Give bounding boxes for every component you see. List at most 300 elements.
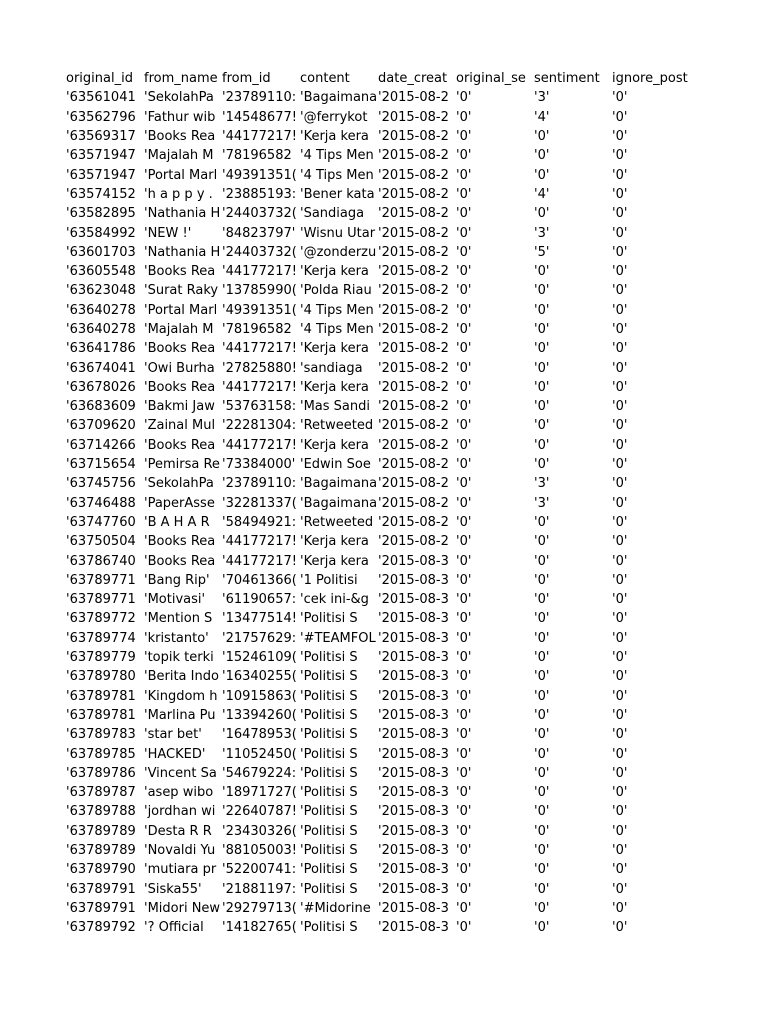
- cell-from-id: '11052450(: [222, 746, 297, 762]
- cell-date-created: '2015-08-2: [378, 302, 449, 318]
- cell-sentiment: '0': [534, 688, 550, 704]
- cell-sentiment: '0': [534, 514, 550, 530]
- cell-content: '#TEAMFOL: [300, 630, 376, 646]
- cell-ignore-post: '0': [612, 148, 628, 164]
- table-body: [66, 88, 690, 937]
- cell-ignore-post: '0': [612, 399, 628, 415]
- cell-date-created: '2015-08-2: [378, 534, 449, 550]
- cell-date-created: '2015-08-2: [378, 129, 449, 145]
- table-row: [66, 243, 690, 262]
- cell-original-id: '63789789: [66, 843, 136, 859]
- cell-ignore-post: '0': [612, 206, 628, 222]
- cell-original-id: '63789780: [66, 669, 136, 685]
- cell-sentiment: '3': [534, 90, 550, 106]
- cell-ignore-post: '0': [612, 611, 628, 627]
- cell-content: '1 Politisi: [300, 572, 358, 588]
- cell-original-id: '63562796: [66, 109, 136, 125]
- cell-sentiment: '0': [534, 341, 550, 357]
- cell-content: 'Bagaimana: [300, 90, 378, 106]
- cell-from-name: 'Books Rea: [144, 379, 216, 395]
- cell-ignore-post: '0': [612, 688, 628, 704]
- cell-date-created: '2015-08-3: [378, 592, 449, 608]
- table-row: [66, 455, 690, 474]
- cell-date-created: '2015-08-2: [378, 457, 449, 473]
- cell-date-created: '2015-08-2: [378, 476, 449, 492]
- cell-from-id: '10915863(: [222, 688, 297, 704]
- cell-ignore-post: '0': [612, 90, 628, 106]
- cell-original-id: '63789791: [66, 881, 136, 897]
- cell-sentiment: '0': [534, 920, 550, 936]
- cell-sentiment: '3': [534, 495, 550, 511]
- cell-ignore-post: '0': [612, 457, 628, 473]
- cell-ignore-post: '0': [612, 650, 628, 666]
- cell-ignore-post: '0': [612, 360, 628, 376]
- cell-date-created: '2015-08-2: [378, 379, 449, 395]
- cell-original-id: '63789786: [66, 765, 136, 781]
- cell-original-id: '63571947: [66, 148, 136, 164]
- cell-sentiment: '0': [534, 302, 550, 318]
- cell-date-created: '2015-08-2: [378, 264, 449, 280]
- cell-date-created: '2015-08-3: [378, 707, 449, 723]
- cell-date-created: '2015-08-2: [378, 167, 449, 183]
- cell-content: 'Bagaimana: [300, 495, 378, 511]
- table-row: [66, 532, 690, 551]
- table-row: [66, 358, 690, 377]
- cell-original-sentiment: '0': [456, 418, 472, 434]
- cell-from-id: '13394260(: [222, 707, 297, 723]
- cell-from-name: 'Nathania H: [144, 206, 221, 222]
- cell-content: '4 Tips Men: [300, 148, 374, 164]
- cell-from-name: 'NEW !': [144, 225, 192, 241]
- cell-original-id: '63715654: [66, 457, 136, 473]
- cell-date-created: '2015-08-2: [378, 109, 449, 125]
- cell-original-id: '63714266: [66, 437, 136, 453]
- cell-content: 'Kerja kera: [300, 437, 369, 453]
- cell-date-created: '2015-08-3: [378, 688, 449, 704]
- cell-date-created: '2015-08-2: [378, 244, 449, 260]
- cell-content: 'Kerja kera: [300, 129, 369, 145]
- table-row: [66, 667, 690, 686]
- cell-date-created: '2015-08-2: [378, 418, 449, 434]
- cell-from-name: 'Motivasi': [144, 592, 206, 608]
- cell-from-name: 'Books Rea: [144, 129, 216, 145]
- cell-from-id: '14548677!: [222, 109, 297, 125]
- cell-original-sentiment: '0': [456, 495, 472, 511]
- cell-date-created: '2015-08-2: [378, 206, 449, 222]
- cell-date-created: '2015-08-2: [378, 437, 449, 453]
- cell-ignore-post: '0': [612, 476, 628, 492]
- cell-from-name: 'Portal Marl: [144, 167, 218, 183]
- cell-original-id: '63789791: [66, 900, 136, 916]
- cell-original-id: '63623048: [66, 283, 136, 299]
- cell-original-id: '63582895: [66, 206, 136, 222]
- cell-date-created: '2015-08-3: [378, 611, 449, 627]
- cell-original-id: '63789771: [66, 592, 136, 608]
- cell-original-id: '63789774: [66, 630, 136, 646]
- cell-date-created: '2015-08-3: [378, 862, 449, 878]
- cell-date-created: '2015-08-3: [378, 765, 449, 781]
- cell-from-id: '29279713(: [222, 900, 297, 916]
- cell-original-sentiment: '0': [456, 688, 472, 704]
- cell-date-created: '2015-08-3: [378, 900, 449, 916]
- cell-from-id: '13785990(: [222, 283, 297, 299]
- cell-original-id: '63574152: [66, 186, 136, 202]
- cell-date-created: '2015-08-2: [378, 283, 449, 299]
- table-row: [66, 88, 690, 107]
- cell-content: 'Politisi S: [300, 727, 358, 743]
- cell-content: 'Mas Sandi: [300, 399, 370, 415]
- cell-original-id: '63641786: [66, 341, 136, 357]
- cell-from-id: '54679224:: [222, 765, 297, 781]
- cell-ignore-post: '0': [612, 823, 628, 839]
- cell-original-id: '63789789: [66, 823, 136, 839]
- cell-sentiment: '0': [534, 457, 550, 473]
- cell-ignore-post: '0': [612, 225, 628, 241]
- cell-content: 'Politisi S: [300, 765, 358, 781]
- cell-sentiment: '0': [534, 437, 550, 453]
- column-header-from-id: from_id: [222, 71, 271, 87]
- cell-from-name: 'mutiara pr: [144, 862, 217, 878]
- cell-from-name: 'Novaldi Yu: [144, 843, 216, 859]
- cell-content: '#Midorine: [300, 900, 371, 916]
- cell-original-sentiment: '0': [456, 206, 472, 222]
- cell-from-id: '53763158:: [222, 399, 297, 415]
- cell-from-name: 'Books Rea: [144, 534, 216, 550]
- table-row: [66, 860, 690, 879]
- cell-original-id: '63789785: [66, 746, 136, 762]
- cell-content: '4 Tips Men: [300, 167, 374, 183]
- table-row: [66, 513, 690, 532]
- cell-original-id: '63601703: [66, 244, 136, 260]
- cell-from-id: '14182765(: [222, 920, 297, 936]
- cell-original-sentiment: '0': [456, 553, 472, 569]
- cell-content: 'Politisi S: [300, 862, 358, 878]
- cell-original-id: '63678026: [66, 379, 136, 395]
- cell-ignore-post: '0': [612, 785, 628, 801]
- cell-original-id: '63640278: [66, 322, 136, 337]
- cell-sentiment: '0': [534, 572, 550, 588]
- cell-original-sentiment: '0': [456, 727, 472, 743]
- cell-original-sentiment: '0': [456, 900, 472, 916]
- cell-original-sentiment: '0': [456, 109, 472, 125]
- cell-original-sentiment: '0': [456, 514, 472, 530]
- cell-from-name: 'Books Rea: [144, 553, 216, 569]
- cell-original-sentiment: '0': [456, 823, 472, 839]
- cell-content: 'cek ini-&g: [300, 592, 369, 608]
- cell-original-id: '63789790: [66, 862, 136, 878]
- cell-from-id: '78196582: [222, 148, 292, 164]
- cell-original-id: '63789771: [66, 572, 136, 588]
- cell-ignore-post: '0': [612, 804, 628, 820]
- cell-from-name: 'B A H A R: [144, 514, 210, 530]
- cell-date-created: '2015-08-2: [378, 225, 449, 241]
- cell-date-created: '2015-08-3: [378, 823, 449, 839]
- cell-original-id: '63789792: [66, 920, 136, 936]
- cell-original-id: '63605548: [66, 264, 136, 280]
- cell-sentiment: '0': [534, 785, 550, 801]
- cell-sentiment: '0': [534, 592, 550, 608]
- cell-content: 'Wisnu Utar: [300, 225, 376, 241]
- cell-original-id: '63789787: [66, 785, 136, 801]
- cell-ignore-post: '0': [612, 167, 628, 183]
- cell-from-id: '44177217!: [222, 437, 297, 453]
- column-header-original-sentiment: original_se: [456, 71, 526, 87]
- table-row: [66, 320, 690, 339]
- cell-from-id: '44177217!: [222, 553, 297, 569]
- cell-original-id: '63789781: [66, 688, 136, 704]
- cell-from-name: 'PaperAsse: [144, 495, 215, 511]
- cell-from-id: '21757629:: [222, 630, 297, 646]
- cell-from-id: '24403732(: [222, 206, 297, 222]
- cell-sentiment: '0': [534, 669, 550, 685]
- table-row: [66, 783, 690, 802]
- table-row: [66, 436, 690, 455]
- cell-from-id: '13477514!: [222, 611, 297, 627]
- cell-original-sentiment: '0': [456, 630, 472, 646]
- column-header-ignore-post: ignore_post: [612, 71, 688, 87]
- cell-original-sentiment: '0': [456, 765, 472, 781]
- cell-original-id: '63683609: [66, 399, 136, 415]
- cell-from-id: '84823797': [222, 225, 296, 241]
- cell-from-id: '22281304:: [222, 418, 297, 434]
- cell-content: 'Retweeted: [300, 418, 374, 434]
- cell-ignore-post: '0': [612, 669, 628, 685]
- cell-date-created: '2015-08-3: [378, 843, 449, 859]
- cell-from-id: '23885193:: [222, 186, 297, 202]
- table-row: [66, 725, 690, 744]
- table-row: [66, 281, 690, 300]
- cell-original-sentiment: '0': [456, 650, 472, 666]
- cell-original-sentiment: '0': [456, 457, 472, 473]
- cell-sentiment: '0': [534, 418, 550, 434]
- cell-date-created: '2015-08-3: [378, 881, 449, 897]
- cell-ignore-post: '0': [612, 630, 628, 646]
- cell-ignore-post: '0': [612, 553, 628, 569]
- cell-from-name: 'Pemirsa Re: [144, 457, 220, 473]
- column-header-original-id: original_id: [66, 71, 133, 87]
- cell-date-created: '2015-08-3: [378, 650, 449, 666]
- cell-content: 'sandiaga: [300, 360, 363, 376]
- cell-original-sentiment: '0': [456, 360, 472, 376]
- cell-original-id: '63747760: [66, 514, 136, 530]
- cell-sentiment: '0': [534, 360, 550, 376]
- cell-sentiment: '0': [534, 823, 550, 839]
- cell-ignore-post: '0': [612, 572, 628, 588]
- cell-sentiment: '0': [534, 264, 550, 280]
- cell-original-id: '63640278: [66, 302, 136, 318]
- table-row: [66, 764, 690, 783]
- cell-from-name: 'Books Rea: [144, 437, 216, 453]
- cell-original-sentiment: '0': [456, 476, 472, 492]
- cell-from-name: 'Majalah M: [144, 148, 214, 164]
- cell-content: 'Politisi S: [300, 785, 358, 801]
- cell-from-id: '61190657:: [222, 592, 297, 608]
- table-row: [66, 629, 690, 648]
- cell-from-id: '58494921:: [222, 514, 297, 530]
- table-row: [66, 841, 690, 860]
- cell-sentiment: '0': [534, 129, 550, 145]
- cell-from-name: 'SekolahPa: [144, 476, 214, 492]
- cell-content: 'Polda Riau: [300, 283, 372, 299]
- cell-ignore-post: '0': [612, 341, 628, 357]
- cell-sentiment: '0': [534, 881, 550, 897]
- table-row: [66, 609, 690, 628]
- cell-sentiment: '0': [534, 843, 550, 859]
- cell-from-name: 'topik terki: [144, 650, 214, 666]
- cell-original-id: '63745756: [66, 476, 136, 492]
- cell-sentiment: '0': [534, 804, 550, 820]
- cell-content: 'Kerja kera: [300, 379, 369, 395]
- table-row: [66, 551, 690, 570]
- cell-sentiment: '0': [534, 630, 550, 646]
- cell-date-created: '2015-08-3: [378, 553, 449, 569]
- cell-date-created: '2015-08-2: [378, 399, 449, 415]
- cell-ignore-post: '0': [612, 418, 628, 434]
- cell-original-id: '63569317: [66, 129, 136, 145]
- table-row: [66, 146, 690, 165]
- cell-sentiment: '4': [534, 186, 550, 202]
- cell-original-sentiment: '0': [456, 920, 472, 936]
- cell-from-name: 'Fathur wib: [144, 109, 216, 125]
- cell-original-id: '63786740: [66, 553, 136, 569]
- cell-content: '4 Tips Men: [300, 302, 374, 318]
- table-row: [66, 590, 690, 609]
- column-header-from-name: from_name: [144, 71, 218, 87]
- cell-original-sentiment: '0': [456, 264, 472, 280]
- table-row: [66, 378, 690, 397]
- cell-ignore-post: '0': [612, 862, 628, 878]
- cell-sentiment: '0': [534, 379, 550, 395]
- cell-from-name: 'Midori New: [144, 900, 221, 916]
- cell-sentiment: '0': [534, 148, 550, 164]
- cell-original-id: '63750504: [66, 534, 136, 550]
- cell-original-sentiment: '0': [456, 167, 472, 183]
- cell-from-name: 'SekolahPa: [144, 90, 214, 106]
- cell-ignore-post: '0': [612, 322, 628, 337]
- cell-content: 'Kerja kera: [300, 534, 369, 550]
- cell-from-id: '24403732(: [222, 244, 297, 260]
- cell-sentiment: '0': [534, 727, 550, 743]
- cell-from-id: '23430326(: [222, 823, 297, 839]
- cell-from-id: '16478953(: [222, 727, 297, 743]
- cell-sentiment: '0': [534, 399, 550, 415]
- table-row: [66, 223, 690, 242]
- cell-original-sentiment: '0': [456, 611, 472, 627]
- cell-from-id: '73384000': [222, 457, 296, 473]
- cell-from-name: 'Berita Indo: [144, 669, 219, 685]
- cell-ignore-post: '0': [612, 283, 628, 299]
- table-row: [66, 165, 690, 184]
- column-header-date-created: date_creat: [378, 71, 448, 87]
- cell-sentiment: '0': [534, 650, 550, 666]
- cell-content: 'Politisi S: [300, 881, 358, 897]
- cell-from-name: 'Bakmi Jaw: [144, 399, 215, 415]
- cell-date-created: '2015-08-2: [378, 341, 449, 357]
- table-row: [66, 744, 690, 763]
- table-row: [66, 879, 690, 898]
- cell-from-id: '23789110:: [222, 476, 297, 492]
- cell-original-sentiment: '0': [456, 341, 472, 357]
- table-row: [66, 262, 690, 281]
- cell-original-sentiment: '0': [456, 148, 472, 164]
- cell-sentiment: '0': [534, 707, 550, 723]
- cell-from-name: 'h a p p y .: [144, 186, 213, 202]
- cell-from-name: 'Kingdom h: [144, 688, 218, 704]
- cell-content: 'Kerja kera: [300, 264, 369, 280]
- column-header-content: content: [300, 71, 350, 87]
- cell-sentiment: '3': [534, 476, 550, 492]
- cell-original-sentiment: '0': [456, 881, 472, 897]
- cell-from-name: 'Majalah M: [144, 322, 214, 337]
- cell-original-sentiment: '0': [456, 785, 472, 801]
- cell-date-created: '2015-08-2: [378, 186, 449, 202]
- cell-original-sentiment: '0': [456, 572, 472, 588]
- table-row: [66, 648, 690, 667]
- cell-content: 'Politisi S: [300, 823, 358, 839]
- cell-ignore-post: '0': [612, 746, 628, 762]
- table-row: [66, 416, 690, 435]
- cell-original-sentiment: '0': [456, 707, 472, 723]
- cell-sentiment: '5': [534, 244, 550, 260]
- table-row: [66, 687, 690, 706]
- cell-from-id: '44177217!: [222, 341, 297, 357]
- cell-from-name: 'Surat Raky: [144, 283, 219, 299]
- cell-content: 'Bagaimana: [300, 476, 378, 492]
- cell-from-id: '52200741:: [222, 862, 297, 878]
- cell-from-id: '44177217!: [222, 534, 297, 550]
- cell-original-sentiment: '0': [456, 322, 472, 337]
- table-row: [66, 301, 690, 320]
- cell-from-name: 'Books Rea: [144, 341, 216, 357]
- cell-content: 'Retweeted: [300, 514, 374, 530]
- cell-sentiment: '0': [534, 765, 550, 781]
- cell-content: 'Edwin Soe: [300, 457, 371, 473]
- cell-content: 'Politisi S: [300, 707, 358, 723]
- cell-date-created: '2015-08-2: [378, 148, 449, 164]
- cell-from-id: '44177217!: [222, 264, 297, 280]
- cell-date-created: '2015-08-3: [378, 804, 449, 820]
- cell-from-id: '32281337(: [222, 495, 297, 511]
- cell-date-created: '2015-08-2: [378, 360, 449, 376]
- column-header-sentiment: sentiment: [534, 71, 600, 87]
- cell-original-sentiment: '0': [456, 804, 472, 820]
- cell-content: '@ferrykot: [300, 109, 368, 125]
- cell-from-name: 'Bang Rip': [144, 572, 210, 588]
- cell-original-sentiment: '0': [456, 129, 472, 145]
- cell-ignore-post: '0': [612, 302, 628, 318]
- table-row: [66, 185, 690, 204]
- table-row: [66, 494, 690, 513]
- cell-from-name: 'Mention S: [144, 611, 213, 627]
- cell-from-id: '49391351(: [222, 302, 297, 318]
- cell-from-name: 'Marlina Pu: [144, 707, 216, 723]
- cell-date-created: '2015-08-3: [378, 746, 449, 762]
- cell-date-created: '2015-08-2: [378, 514, 449, 530]
- cell-original-id: '63674041: [66, 360, 136, 376]
- cell-ignore-post: '0': [612, 186, 628, 202]
- cell-ignore-post: '0': [612, 109, 628, 125]
- header-row: [66, 69, 690, 88]
- cell-original-sentiment: '0': [456, 592, 472, 608]
- cell-content: 'Politisi S: [300, 843, 358, 859]
- cell-original-id: '63746488: [66, 495, 136, 511]
- cell-sentiment: '3': [534, 225, 550, 241]
- cell-original-sentiment: '0': [456, 746, 472, 762]
- cell-ignore-post: '0': [612, 264, 628, 280]
- cell-sentiment: '0': [534, 611, 550, 627]
- cell-date-created: '2015-08-2: [378, 322, 449, 337]
- cell-content: '4 Tips Men: [300, 322, 374, 337]
